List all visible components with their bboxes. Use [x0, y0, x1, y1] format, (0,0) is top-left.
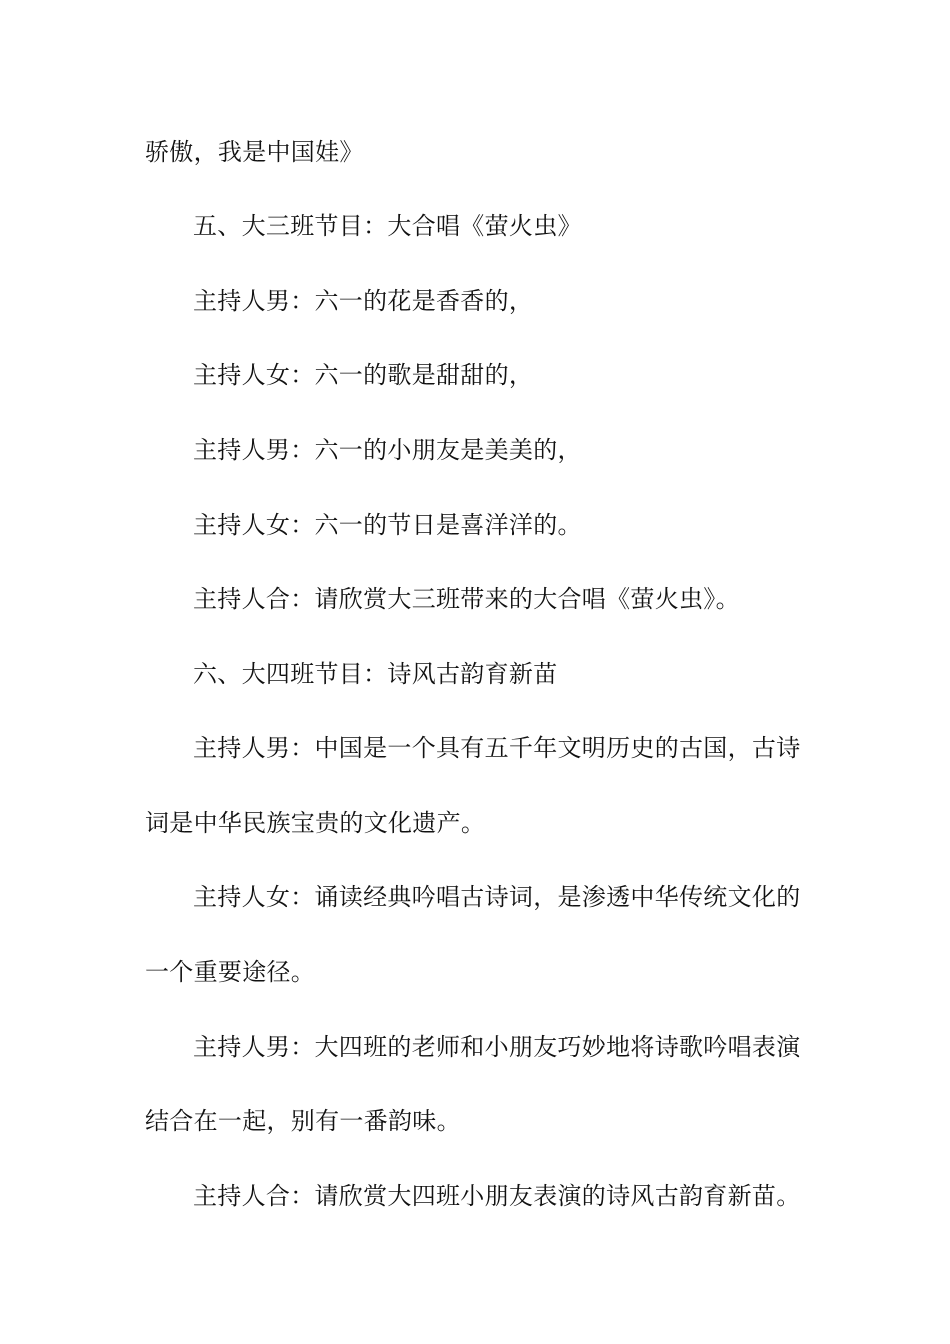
- paragraph-line: 主持人男：中国是一个具有五千年文明历史的古国，古诗: [193, 734, 801, 762]
- paragraph-line: 主持人男：大四班的老师和小朋友巧妙地将诗歌吟唱表演: [193, 1033, 801, 1061]
- paragraph-line: 主持人女：六一的歌是甜甜的，: [193, 361, 534, 389]
- paragraph-line: 词是中华民族宝贵的文化遗产。: [145, 809, 486, 837]
- paragraph-line: 主持人女：六一的节日是喜洋洋的。: [193, 511, 582, 539]
- paragraph-line: 主持人男：六一的小朋友是美美的，: [193, 436, 582, 464]
- paragraph-line: 结合在一起，别有一番韵味。: [145, 1107, 461, 1135]
- section-heading: 六、大四班节目：诗风古韵育新苗: [193, 660, 558, 688]
- paragraph-line: 骄傲，我是中国娃》: [145, 138, 364, 166]
- section-heading: 五、大三班节目：大合唱《萤火虫》: [193, 212, 582, 240]
- paragraph-line: 一个重要途径。: [145, 958, 316, 986]
- paragraph-line: 主持人女：诵读经典吟唱古诗词，是渗透中华传统文化的: [193, 883, 801, 911]
- paragraph-line: 主持人男：六一的花是香香的，: [193, 287, 534, 315]
- paragraph-line: 主持人合：请欣赏大三班带来的大合唱《萤火虫》。: [193, 585, 740, 613]
- paragraph-line: 主持人合：请欣赏大四班小朋友表演的诗风古韵育新苗。: [193, 1182, 801, 1210]
